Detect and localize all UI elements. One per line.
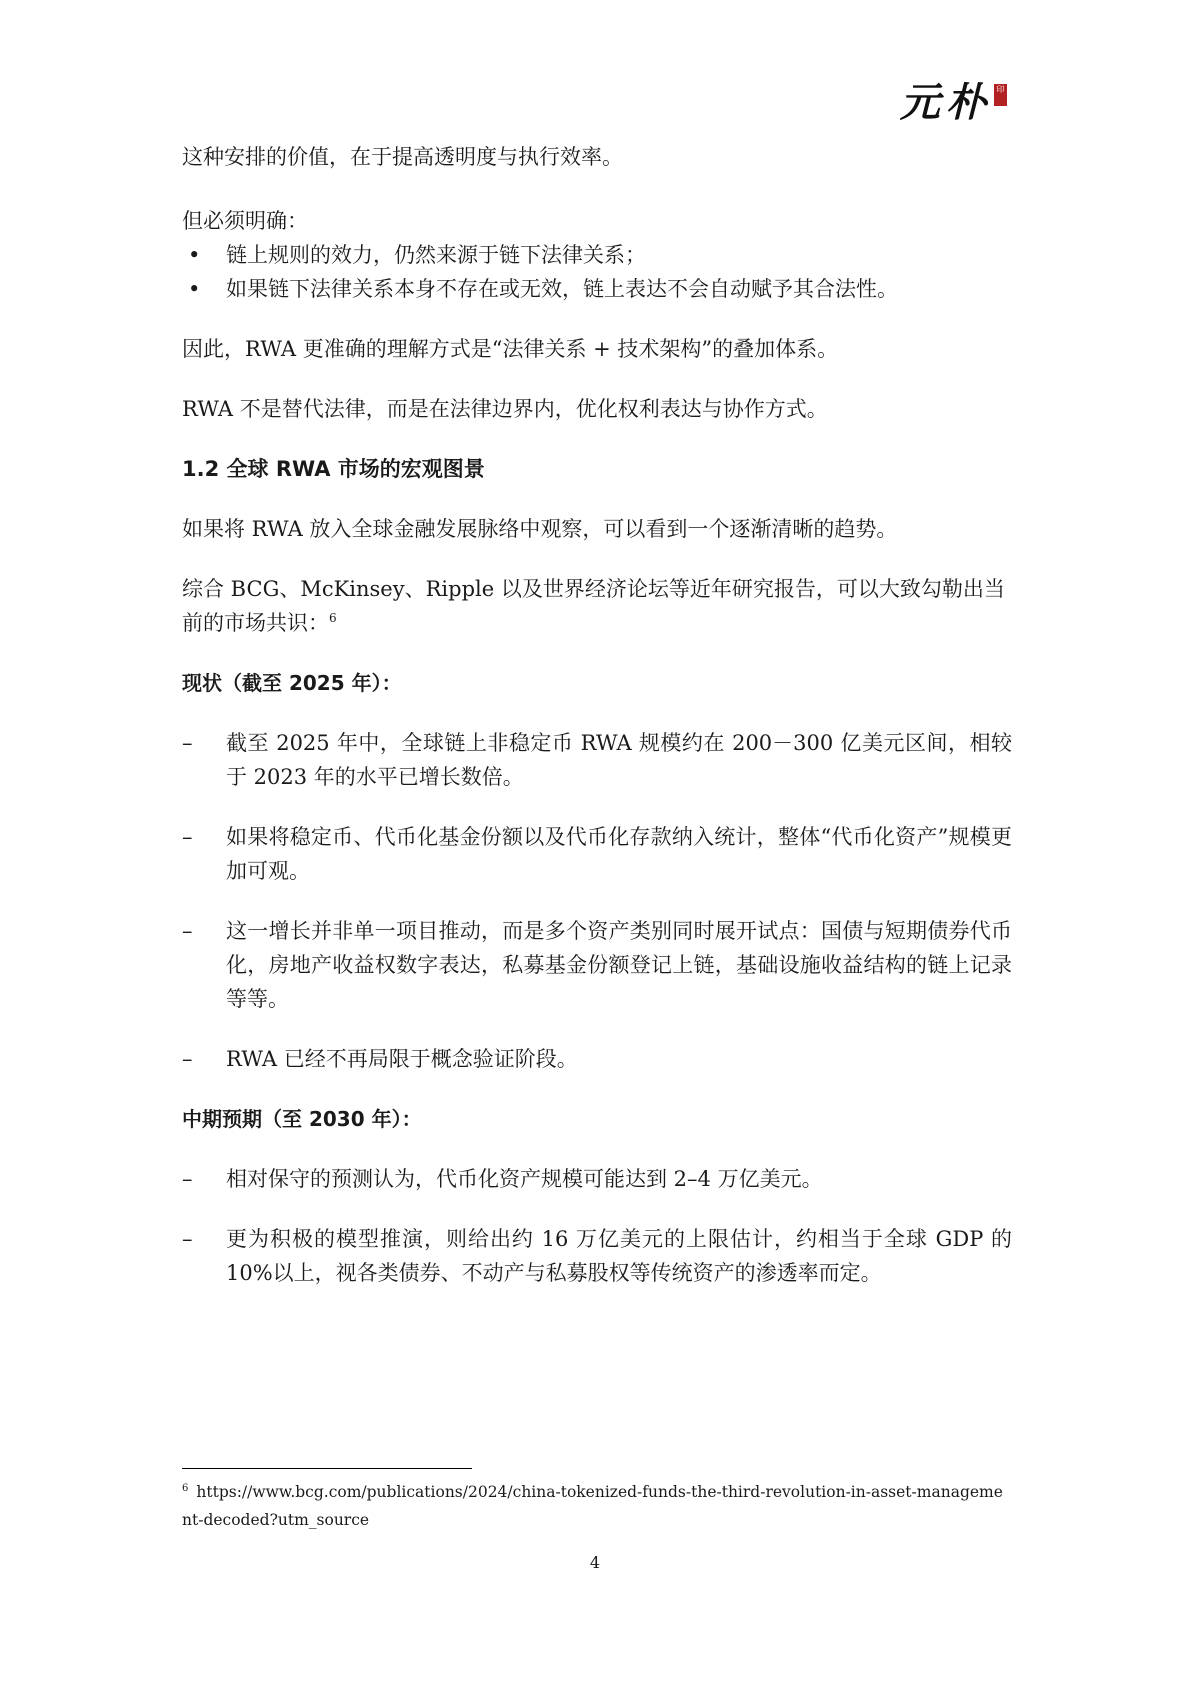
list-item-text: 如果将稳定币、代币化基金份额以及代币化存款纳入统计，整体“代币化资产”规模更加可观。	[226, 825, 1012, 883]
midterm-heading: 中期预期（至 2030 年）：	[182, 1107, 422, 1131]
paragraph-consensus	[182, 572, 1012, 640]
paragraph-not-replace: RWA 不是替代法律，而是在法律边界内，优化权利表达与协作方式。	[182, 397, 828, 421]
list-item	[182, 820, 1012, 888]
list-item-text: 链上规则的效力，仍然来源于链下法律关系；	[226, 243, 646, 267]
dash-icon: –	[182, 1167, 193, 1191]
list-item	[182, 914, 1012, 1016]
list-item	[182, 272, 1012, 306]
list-item	[182, 1222, 1012, 1290]
bullet-icon: •	[188, 277, 201, 301]
list-item-text: RWA 已经不再局限于概念验证阶段。	[226, 1047, 578, 1071]
seal-stamp-icon: 印	[994, 84, 1007, 106]
list-item-text: 相对保守的预测认为，代币化资产规模可能达到 2–4 万亿美元。	[226, 1167, 823, 1191]
paragraph-consensus-text: 综合 BCG、McKinsey、Ripple 以及世界经济论坛等近年研究报告，可以大致勾勒出当前的市场共识：	[182, 577, 1005, 635]
list-item-text: 截至 2025 年中，全球链上非稳定币 RWA 规模约在 200－300 亿美元区间，相较于 2023 年的水平已增长数倍。	[226, 731, 1012, 789]
main-content	[182, 140, 1012, 1290]
list-item-text: 如果链下法律关系本身不存在或无效，链上表达不会自动赋予其合法性。	[226, 277, 898, 301]
paragraph-therefore: 因此，RWA 更准确的理解方式是“法律关系 + 技术架构”的叠加体系。	[182, 337, 839, 361]
dash-icon: –	[182, 1227, 193, 1251]
list-item-text: 更为积极的模型推演，则给出约 16 万亿美元的上限估计，约相当于全球 GDP 的 10%以上，视各类债券、不动产与私募股权等传统资产的渗透率而定。	[226, 1227, 1012, 1285]
brand-logo	[900, 78, 1007, 128]
paragraph-clarify: 但必须明确：	[182, 209, 308, 233]
footnote-divider	[182, 1468, 472, 1469]
section-heading: 1.2 全球 RWA 市场的宏观图景	[182, 457, 485, 481]
list-item	[182, 726, 1012, 794]
dash-icon: –	[182, 1047, 193, 1071]
dash-icon: –	[182, 825, 193, 849]
dash-icon: –	[182, 919, 193, 943]
footnote-link[interactable]: https://www.bcg.com/publications/2024/china-tokenized-funds-the-third-revolution-in-asset-management-decoded?utm_source	[182, 1483, 1003, 1529]
footnote-number: 6	[182, 1482, 189, 1494]
footnote-ref[interactable]: 6	[329, 611, 337, 625]
bullet-icon: •	[188, 243, 201, 267]
paragraph-value: 这种安排的价值，在于提高透明度与执行效率。	[182, 145, 623, 169]
list-item	[182, 1162, 1012, 1196]
logo-text: 元朴	[900, 79, 992, 126]
list-item-text: 这一增长并非单一项目推动，而是多个资产类别同时展开试点：国债与短期债券代币化，房地产收益权数字表达，私募基金份额登记上链，基础设施收益结构的链上记录等等。	[226, 919, 1012, 1011]
paragraph-intro: 如果将 RWA 放入全球金融发展脉络中观察，可以看到一个逐渐清晰的趋势。	[182, 517, 898, 541]
status-heading: 现状（截至 2025 年）：	[182, 671, 402, 695]
footnote	[182, 1478, 1012, 1534]
list-item	[182, 1042, 1012, 1076]
dash-icon: –	[182, 731, 193, 755]
page-number: 4	[589, 1553, 601, 1572]
list-item	[182, 238, 1012, 272]
